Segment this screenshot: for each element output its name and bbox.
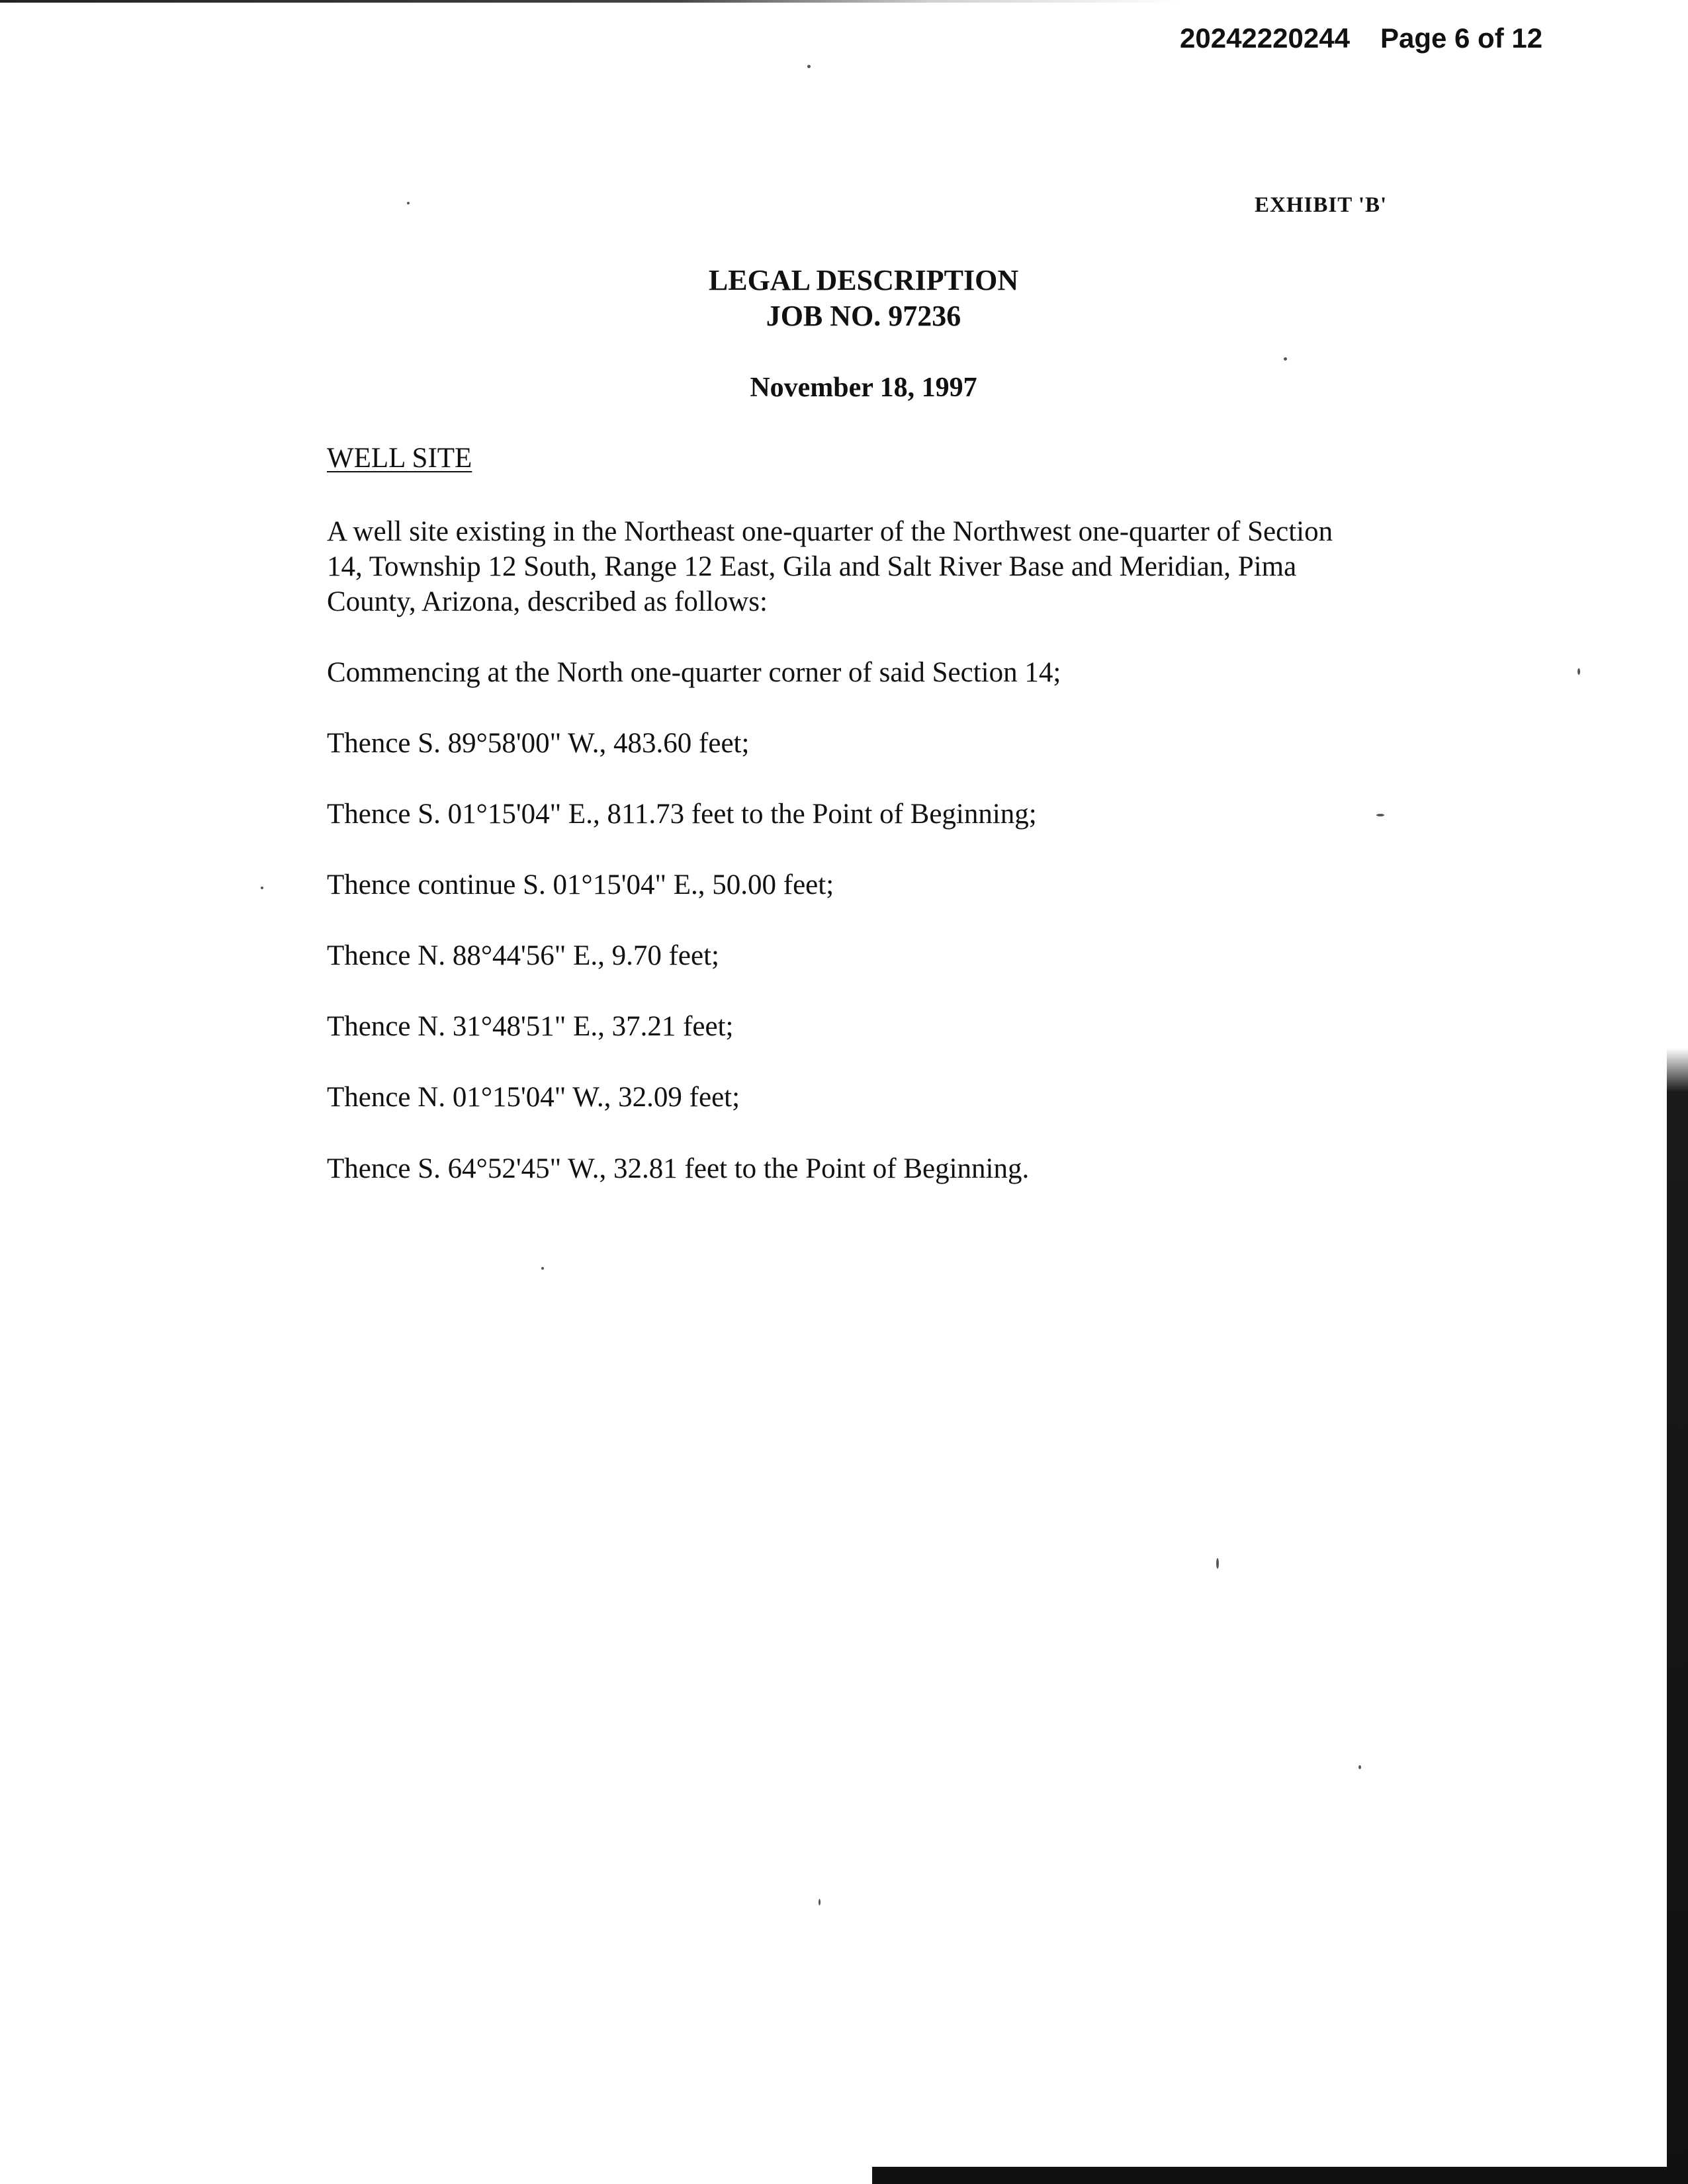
legal-call-commencing: Commencing at the North one-quarter corner of said Section 14; bbox=[327, 657, 1061, 688]
legal-call-5: Thence N. 31°48'51" E., 37.21 feet; bbox=[327, 1011, 734, 1042]
document-title: LEGAL DESCRIPTION bbox=[708, 264, 1019, 296]
intro-line-3: County, Arizona, described as follows: bbox=[327, 586, 768, 617]
exhibit-label: EXHIBIT 'B' bbox=[1255, 193, 1388, 217]
legal-call-6: Thence N. 01°15'04" W., 32.09 feet; bbox=[327, 1082, 740, 1113]
scan-edge-bottom bbox=[872, 2167, 1688, 2184]
scan-speck bbox=[1216, 1558, 1219, 1569]
scan-speck bbox=[1376, 814, 1384, 816]
scan-speck bbox=[807, 65, 811, 68]
legal-call-1: Thence S. 89°58'00" W., 483.60 feet; bbox=[327, 728, 750, 759]
document-date: November 18, 1997 bbox=[750, 372, 977, 403]
legal-call-7: Thence S. 64°52'45" W., 32.81 feet to the Point of Beginning. bbox=[327, 1153, 1030, 1184]
scan-speck bbox=[819, 1899, 821, 1905]
recording-header bbox=[1180, 22, 1542, 54]
page-number-label: Page 6 of 12 bbox=[1380, 22, 1543, 54]
intro-line-1: A well site existing in the Northeast one-quarter of the Northwest one-quarter of Section bbox=[327, 516, 1333, 547]
job-number: JOB NO. 97236 bbox=[766, 300, 961, 332]
scan-edge-right bbox=[1667, 0, 1688, 2184]
scan-speck bbox=[1284, 357, 1287, 361]
scan-speck bbox=[407, 202, 410, 204]
scan-speck bbox=[261, 887, 263, 889]
section-heading: WELL SITE bbox=[327, 443, 472, 474]
scan-speck bbox=[1577, 668, 1580, 675]
scan-edge-top bbox=[0, 0, 1688, 3]
legal-call-4: Thence N. 88°44'56" E., 9.70 feet; bbox=[327, 940, 719, 971]
document-number: 20242220244 bbox=[1180, 22, 1350, 54]
scan-speck bbox=[1358, 1765, 1361, 1769]
legal-call-3: Thence continue S. 01°15'04" E., 50.00 feet; bbox=[327, 869, 834, 900]
intro-line-2: 14, Township 12 South, Range 12 East, Gila and Salt River Base and Meridian, Pima bbox=[327, 551, 1297, 582]
scan-speck bbox=[541, 1267, 544, 1270]
legal-call-2: Thence S. 01°15'04" E., 811.73 feet to the Point of Beginning; bbox=[327, 799, 1037, 830]
